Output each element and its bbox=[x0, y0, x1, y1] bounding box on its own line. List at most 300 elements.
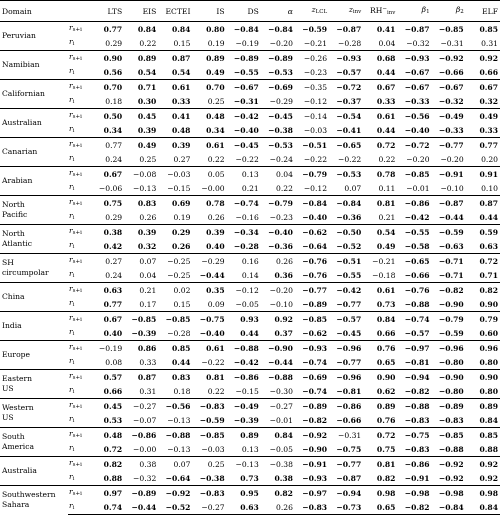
cell-value: −0.44 bbox=[268, 357, 293, 367]
cell-value: 0.61 bbox=[363, 109, 397, 124]
cell-value: 0.48 bbox=[192, 109, 226, 124]
cell-value: −0.42 bbox=[227, 109, 261, 124]
header-col-8: RH−inv bbox=[363, 1, 397, 22]
cell-value: −0.90 bbox=[302, 444, 328, 454]
cell-value: 0.70 bbox=[90, 80, 124, 95]
table-row bbox=[0, 283, 500, 298]
cell-value: 0.19 bbox=[173, 212, 191, 222]
cell-value: 0.93 bbox=[227, 312, 261, 327]
cell-value: 0.97 bbox=[90, 486, 124, 501]
cell-value: −0.18 bbox=[372, 270, 396, 280]
cell-value: 0.02 bbox=[158, 283, 192, 298]
cell-value: 0.66 bbox=[103, 386, 123, 396]
cell-value: −0.82 bbox=[404, 386, 430, 396]
domain-name: Namibian bbox=[0, 51, 68, 80]
cell-value: −0.83 bbox=[438, 415, 464, 425]
cell-value: −0.31 bbox=[440, 38, 464, 48]
cell-value: −0.39 bbox=[233, 415, 259, 425]
cell-value: 0.34 bbox=[206, 125, 225, 135]
cell-value: 0.09 bbox=[207, 299, 225, 309]
cell-value: −0.62 bbox=[302, 328, 328, 338]
cell-value: 0.26 bbox=[171, 241, 191, 251]
domain-name: North Atlantic bbox=[0, 225, 68, 254]
cell-value: −0.27 bbox=[261, 399, 295, 414]
header-col-11: ELF bbox=[466, 1, 500, 22]
cell-value: −0.52 bbox=[158, 500, 192, 515]
domain-name: India bbox=[0, 312, 68, 341]
cell-value: 0.15 bbox=[173, 38, 191, 48]
cell-value: 0.88 bbox=[103, 473, 123, 483]
cell-value: 0.73 bbox=[376, 299, 396, 309]
cell-value: −0.56 bbox=[158, 399, 192, 414]
row-label-a: rs+i bbox=[68, 457, 90, 472]
cell-value: −0.03 bbox=[201, 444, 225, 454]
table-row bbox=[0, 471, 500, 486]
table-row bbox=[0, 297, 500, 312]
cell-value: −0.76 bbox=[295, 254, 329, 269]
cell-value: 0.53 bbox=[103, 415, 123, 425]
header-col-0: LTS bbox=[90, 1, 124, 22]
table-row bbox=[0, 36, 500, 51]
row-label-a: rs+i bbox=[68, 428, 90, 443]
cell-value: −0.85 bbox=[295, 312, 329, 327]
cell-value: −0.75 bbox=[192, 312, 226, 327]
cell-value: −0.93 bbox=[329, 51, 363, 66]
cell-value: 0.38 bbox=[274, 473, 293, 483]
table-row bbox=[0, 457, 500, 472]
table-row bbox=[0, 312, 500, 327]
cell-value: 0.92 bbox=[466, 51, 500, 66]
domain-name: Eastern US bbox=[0, 370, 68, 399]
header-col-7: zinv bbox=[329, 1, 363, 22]
cell-value: 0.61 bbox=[363, 283, 397, 298]
cell-value: 0.77 bbox=[103, 299, 123, 309]
cell-value: −0.88 bbox=[158, 428, 192, 443]
cell-value: 0.66 bbox=[376, 328, 396, 338]
cell-value: −0.25 bbox=[158, 254, 192, 269]
cell-value: 0.80 bbox=[479, 386, 498, 396]
cell-value: 0.45 bbox=[90, 399, 124, 414]
cell-value: −0.53 bbox=[329, 167, 363, 182]
cell-value: −0.74 bbox=[302, 357, 328, 367]
cell-value: 0.67 bbox=[90, 167, 124, 182]
cell-value: −0.85 bbox=[432, 428, 466, 443]
cell-value: 0.67 bbox=[90, 312, 124, 327]
cell-value: −0.23 bbox=[269, 212, 293, 222]
cell-value: 0.72 bbox=[103, 444, 123, 454]
domain-name: China bbox=[0, 283, 68, 312]
cell-value: 0.49 bbox=[466, 109, 500, 124]
cell-value: −0.86 bbox=[124, 428, 158, 443]
cell-value: −0.35 bbox=[295, 80, 329, 95]
cell-value: −0.57 bbox=[336, 67, 362, 77]
row-label-b: ri bbox=[69, 211, 75, 221]
cell-value: −0.65 bbox=[397, 254, 431, 269]
cell-value: −0.31 bbox=[329, 428, 363, 443]
cell-value: 0.63 bbox=[227, 500, 261, 515]
cell-value: −0.38 bbox=[261, 457, 295, 472]
cell-value: −0.38 bbox=[268, 125, 293, 135]
cell-value: −0.77 bbox=[432, 138, 466, 153]
cell-value: −0.19 bbox=[90, 341, 124, 356]
table-row bbox=[0, 138, 500, 153]
cell-value: 0.49 bbox=[376, 241, 396, 251]
table-row bbox=[0, 123, 500, 138]
cell-value: 0.90 bbox=[90, 51, 124, 66]
cell-value: 0.54 bbox=[363, 225, 397, 240]
cell-value: 0.71 bbox=[124, 80, 158, 95]
cell-value: −0.82 bbox=[432, 283, 466, 298]
cell-value: 0.92 bbox=[466, 457, 500, 472]
cell-value: 0.89 bbox=[227, 428, 261, 443]
cell-value: 0.32 bbox=[479, 96, 498, 106]
table-row bbox=[0, 239, 500, 254]
cell-value: 0.49 bbox=[124, 138, 158, 153]
cell-value: −0.22 bbox=[337, 154, 362, 164]
cell-value: 0.22 bbox=[378, 154, 396, 164]
domain-name: Western US bbox=[0, 399, 68, 428]
cell-value: 0.39 bbox=[158, 138, 192, 153]
cell-value: 0.44 bbox=[171, 357, 191, 367]
cell-value: −0.90 bbox=[432, 370, 466, 385]
cell-value: −0.40 bbox=[261, 225, 295, 240]
row-label-a: rs+i bbox=[68, 138, 90, 153]
cell-value: −0.96 bbox=[329, 341, 363, 356]
cell-value: −0.89 bbox=[261, 51, 295, 66]
cell-value: −0.67 bbox=[397, 80, 431, 95]
cell-value: −0.88 bbox=[404, 299, 430, 309]
cell-value: −0.62 bbox=[295, 225, 329, 240]
cell-value: 0.39 bbox=[192, 225, 226, 240]
cell-value: −0.27 bbox=[192, 500, 226, 515]
cell-value: −0.34 bbox=[227, 225, 261, 240]
cell-value: −0.89 bbox=[227, 51, 261, 66]
domain-name: Australian bbox=[0, 109, 68, 138]
cell-value: −0.12 bbox=[227, 283, 261, 298]
cell-value: 0.61 bbox=[192, 138, 226, 153]
cell-value: 0.92 bbox=[261, 312, 295, 327]
cell-value: −0.59 bbox=[295, 22, 329, 37]
cell-value: 0.84 bbox=[158, 22, 192, 37]
cell-value: −0.41 bbox=[336, 125, 362, 135]
cell-value: 0.24 bbox=[105, 154, 123, 164]
cell-value: 0.16 bbox=[227, 254, 261, 269]
cell-value: 0.82 bbox=[376, 473, 396, 483]
cell-value: −0.03 bbox=[303, 125, 328, 135]
cell-value: 0.86 bbox=[124, 341, 158, 356]
cell-value: −0.49 bbox=[432, 109, 466, 124]
cell-value: −0.93 bbox=[397, 51, 431, 66]
cell-value: 0.29 bbox=[105, 212, 123, 222]
cell-value: 0.57 bbox=[90, 370, 124, 385]
cell-value: −0.92 bbox=[295, 428, 329, 443]
cell-value: −0.88 bbox=[261, 370, 295, 385]
row-label-a: rs+i bbox=[68, 283, 90, 298]
cell-value: −0.26 bbox=[295, 51, 329, 66]
cell-value: −0.92 bbox=[432, 457, 466, 472]
cell-value: 0.87 bbox=[124, 370, 158, 385]
cell-value: −0.86 bbox=[329, 399, 363, 414]
cell-value: −0.74 bbox=[302, 386, 328, 396]
cell-value: 0.29 bbox=[158, 225, 192, 240]
cell-value: −0.97 bbox=[397, 341, 431, 356]
row-label-a: rs+i bbox=[68, 80, 90, 95]
cell-value: 0.25 bbox=[192, 457, 226, 472]
cell-value: −0.28 bbox=[337, 38, 362, 48]
cell-value: 0.31 bbox=[139, 386, 157, 396]
table-row bbox=[0, 225, 500, 240]
cell-value: −0.40 bbox=[233, 125, 259, 135]
cell-value: −0.32 bbox=[133, 473, 157, 483]
cell-value: −0.89 bbox=[124, 486, 158, 501]
cell-value: −0.98 bbox=[432, 486, 466, 501]
cell-value: 0.71 bbox=[479, 270, 498, 280]
cell-value: −0.20 bbox=[269, 38, 293, 48]
cell-value: 0.24 bbox=[105, 270, 123, 280]
cell-value: 0.96 bbox=[466, 341, 500, 356]
cell-value: −0.28 bbox=[167, 328, 191, 338]
row-label-a: rs+i bbox=[68, 312, 90, 327]
cell-value: 0.37 bbox=[274, 328, 293, 338]
cell-value: −0.84 bbox=[329, 196, 363, 211]
table-row bbox=[0, 94, 500, 109]
cell-value: −0.98 bbox=[397, 486, 431, 501]
cell-value: 0.36 bbox=[274, 270, 293, 280]
cell-value: −0.53 bbox=[261, 138, 295, 153]
cell-value: 0.48 bbox=[90, 428, 124, 443]
cell-value: −0.79 bbox=[295, 167, 329, 182]
cell-value: 0.33 bbox=[376, 96, 396, 106]
cell-value: −0.83 bbox=[192, 399, 226, 414]
cell-value: −0.29 bbox=[192, 254, 226, 269]
table-row bbox=[0, 152, 500, 167]
cell-value: 0.08 bbox=[105, 357, 123, 367]
cell-value: −0.67 bbox=[432, 80, 466, 95]
cell-value: −0.90 bbox=[438, 299, 464, 309]
cell-value: 0.91 bbox=[466, 167, 500, 182]
cell-value: −0.67 bbox=[404, 67, 430, 77]
cell-value: −0.96 bbox=[329, 370, 363, 385]
cell-value: 0.25 bbox=[207, 96, 225, 106]
cell-value: 0.84 bbox=[466, 500, 500, 515]
header-domain: Domain bbox=[0, 1, 68, 22]
cell-value: −0.44 bbox=[438, 212, 464, 222]
cell-value: −0.85 bbox=[432, 22, 466, 37]
cell-value: −0.74 bbox=[397, 312, 431, 327]
cell-value: 0.48 bbox=[171, 125, 191, 135]
cell-value: −0.45 bbox=[261, 109, 295, 124]
row-label-b: ri bbox=[68, 500, 90, 515]
table-row bbox=[0, 268, 500, 283]
cell-value: 0.67 bbox=[466, 80, 500, 95]
cell-value: −0.82 bbox=[302, 415, 328, 425]
cell-value: −0.13 bbox=[167, 444, 191, 454]
cell-value: −0.71 bbox=[438, 270, 464, 280]
cell-value: 0.70 bbox=[192, 80, 226, 95]
cell-value: 0.68 bbox=[363, 51, 397, 66]
cell-value: 0.84 bbox=[363, 312, 397, 327]
row-label-b: ri bbox=[69, 356, 75, 366]
cell-value: 0.77 bbox=[466, 138, 500, 153]
cell-value: 0.27 bbox=[90, 254, 124, 269]
cell-value: 0.40 bbox=[206, 241, 225, 251]
table-row bbox=[0, 370, 500, 385]
cell-value: −0.54 bbox=[329, 109, 363, 124]
cell-value: −0.42 bbox=[404, 212, 430, 222]
cell-value: 0.07 bbox=[124, 254, 158, 269]
cell-value: 0.19 bbox=[207, 38, 225, 48]
cell-value: −0.97 bbox=[295, 486, 329, 501]
cell-value: −0.23 bbox=[303, 67, 328, 77]
cell-value: 0.15 bbox=[173, 299, 191, 309]
cell-value: −0.13 bbox=[227, 457, 261, 472]
cell-value: −0.59 bbox=[432, 225, 466, 240]
row-label-b: ri bbox=[69, 95, 75, 105]
row-label-b: ri bbox=[69, 240, 75, 250]
cell-value: −0.49 bbox=[227, 399, 261, 414]
cell-value: −0.20 bbox=[261, 283, 295, 298]
cell-value: 0.21 bbox=[241, 183, 259, 193]
cell-value: −0.59 bbox=[199, 415, 225, 425]
cell-value: −0.45 bbox=[227, 138, 261, 153]
cell-value: 0.54 bbox=[137, 67, 157, 77]
cell-value: 0.54 bbox=[171, 67, 191, 77]
cell-value: 0.33 bbox=[139, 357, 157, 367]
cell-value: 0.26 bbox=[139, 212, 157, 222]
row-label-b: ri bbox=[69, 269, 75, 279]
cell-value: 0.66 bbox=[479, 67, 498, 77]
cell-value: 0.90 bbox=[466, 370, 500, 385]
cell-value: −0.32 bbox=[406, 38, 430, 48]
cell-value: −0.84 bbox=[432, 500, 466, 515]
cell-value: 0.88 bbox=[479, 444, 498, 454]
row-label-b: ri bbox=[69, 385, 75, 395]
cell-value: 0.40 bbox=[103, 328, 123, 338]
cell-value: −0.67 bbox=[227, 80, 261, 95]
cell-value: 0.82 bbox=[261, 486, 295, 501]
header-col-2: ECTEI bbox=[158, 1, 192, 22]
cell-value: −0.90 bbox=[261, 341, 295, 356]
cell-value: −0.27 bbox=[124, 399, 158, 414]
row-label-b: ri bbox=[69, 327, 75, 337]
table-row bbox=[0, 355, 500, 370]
cell-value: −0.64 bbox=[165, 473, 191, 483]
cell-value: −0.93 bbox=[295, 341, 329, 356]
cell-value: −0.56 bbox=[397, 109, 431, 124]
row-label-b: ri bbox=[69, 37, 75, 47]
cell-value: −0.72 bbox=[397, 138, 431, 153]
cell-value: −0.88 bbox=[397, 399, 431, 414]
domain-name: Australia bbox=[0, 457, 68, 486]
domain-name: South America bbox=[0, 428, 68, 457]
cell-value: −0.74 bbox=[227, 196, 261, 211]
cell-value: 0.26 bbox=[261, 254, 295, 269]
cell-value: 0.83 bbox=[124, 196, 158, 211]
table-row bbox=[0, 399, 500, 414]
cell-value: 0.32 bbox=[137, 241, 157, 251]
header-row-label-spacer bbox=[68, 1, 90, 22]
domain-name: SH circumpolar bbox=[0, 254, 68, 283]
cell-value: 0.80 bbox=[479, 357, 498, 367]
row-label-b: ri bbox=[69, 182, 75, 192]
cell-value: −0.76 bbox=[302, 270, 328, 280]
cell-value: −0.05 bbox=[269, 444, 293, 454]
cell-value: −0.88 bbox=[438, 444, 464, 454]
cell-value: 0.41 bbox=[363, 22, 397, 37]
row-label-b: ri bbox=[69, 298, 75, 308]
cell-value: −0.69 bbox=[295, 370, 329, 385]
table-row bbox=[0, 210, 500, 225]
cell-value: −0.94 bbox=[329, 486, 363, 501]
cell-value: 0.98 bbox=[363, 486, 397, 501]
cell-value: −0.71 bbox=[432, 254, 466, 269]
cell-value: −0.91 bbox=[404, 473, 430, 483]
cell-value: −0.22 bbox=[201, 357, 225, 367]
cell-value: −0.84 bbox=[295, 196, 329, 211]
cell-value: 0.69 bbox=[158, 196, 192, 211]
cell-value: −0.85 bbox=[158, 312, 192, 327]
cell-value: 0.73 bbox=[240, 473, 259, 483]
cell-value: −0.42 bbox=[233, 357, 259, 367]
cell-value: −0.89 bbox=[295, 399, 329, 414]
table-row bbox=[0, 109, 500, 124]
cell-value: −0.55 bbox=[336, 270, 362, 280]
cell-value: 0.80 bbox=[192, 22, 226, 37]
cell-value: 0.65 bbox=[363, 500, 397, 515]
cell-value: 0.44 bbox=[240, 328, 259, 338]
cell-value: −0.66 bbox=[438, 67, 464, 77]
cell-value: −0.87 bbox=[336, 473, 362, 483]
cell-value: 0.76 bbox=[363, 341, 397, 356]
cell-value: 0.44 bbox=[376, 67, 396, 77]
table-row bbox=[0, 326, 500, 341]
cell-value: −0.14 bbox=[295, 109, 329, 124]
cell-value: −0.53 bbox=[268, 67, 293, 77]
table-row bbox=[0, 442, 500, 457]
cell-value: 0.63 bbox=[479, 241, 498, 251]
cell-value: −0.13 bbox=[133, 183, 157, 193]
cell-value: 0.17 bbox=[139, 299, 157, 309]
cell-value: 0.35 bbox=[192, 283, 226, 298]
cell-value: 0.11 bbox=[378, 183, 396, 193]
cell-value: 0.85 bbox=[466, 22, 500, 37]
cell-value: 0.84 bbox=[479, 415, 498, 425]
cell-value: 0.41 bbox=[158, 109, 192, 124]
cell-value: 0.85 bbox=[158, 341, 192, 356]
cell-value: 0.13 bbox=[241, 444, 259, 454]
header-col-9: β1 bbox=[397, 1, 431, 22]
cell-value: −0.22 bbox=[235, 154, 259, 164]
cell-value: 0.49 bbox=[206, 67, 225, 77]
cell-value: −0.50 bbox=[329, 225, 363, 240]
cell-value: 0.85 bbox=[466, 428, 500, 443]
row-label-a: rs+i bbox=[68, 486, 90, 501]
cell-value: −0.16 bbox=[235, 212, 259, 222]
cell-value: −0.15 bbox=[167, 183, 191, 193]
table-body bbox=[0, 22, 500, 515]
cell-value: −0.66 bbox=[404, 270, 430, 280]
cell-value: 0.13 bbox=[227, 167, 261, 182]
header-col-4: DS bbox=[227, 1, 261, 22]
cell-value: 0.50 bbox=[90, 109, 124, 124]
cell-value: −0.77 bbox=[336, 299, 362, 309]
domain-name: Canarian bbox=[0, 138, 68, 167]
cell-value: 0.89 bbox=[192, 51, 226, 66]
cell-value: −0.80 bbox=[438, 386, 464, 396]
table-row bbox=[0, 167, 500, 182]
cell-value: 0.78 bbox=[363, 167, 397, 182]
cell-value: −0.96 bbox=[432, 341, 466, 356]
